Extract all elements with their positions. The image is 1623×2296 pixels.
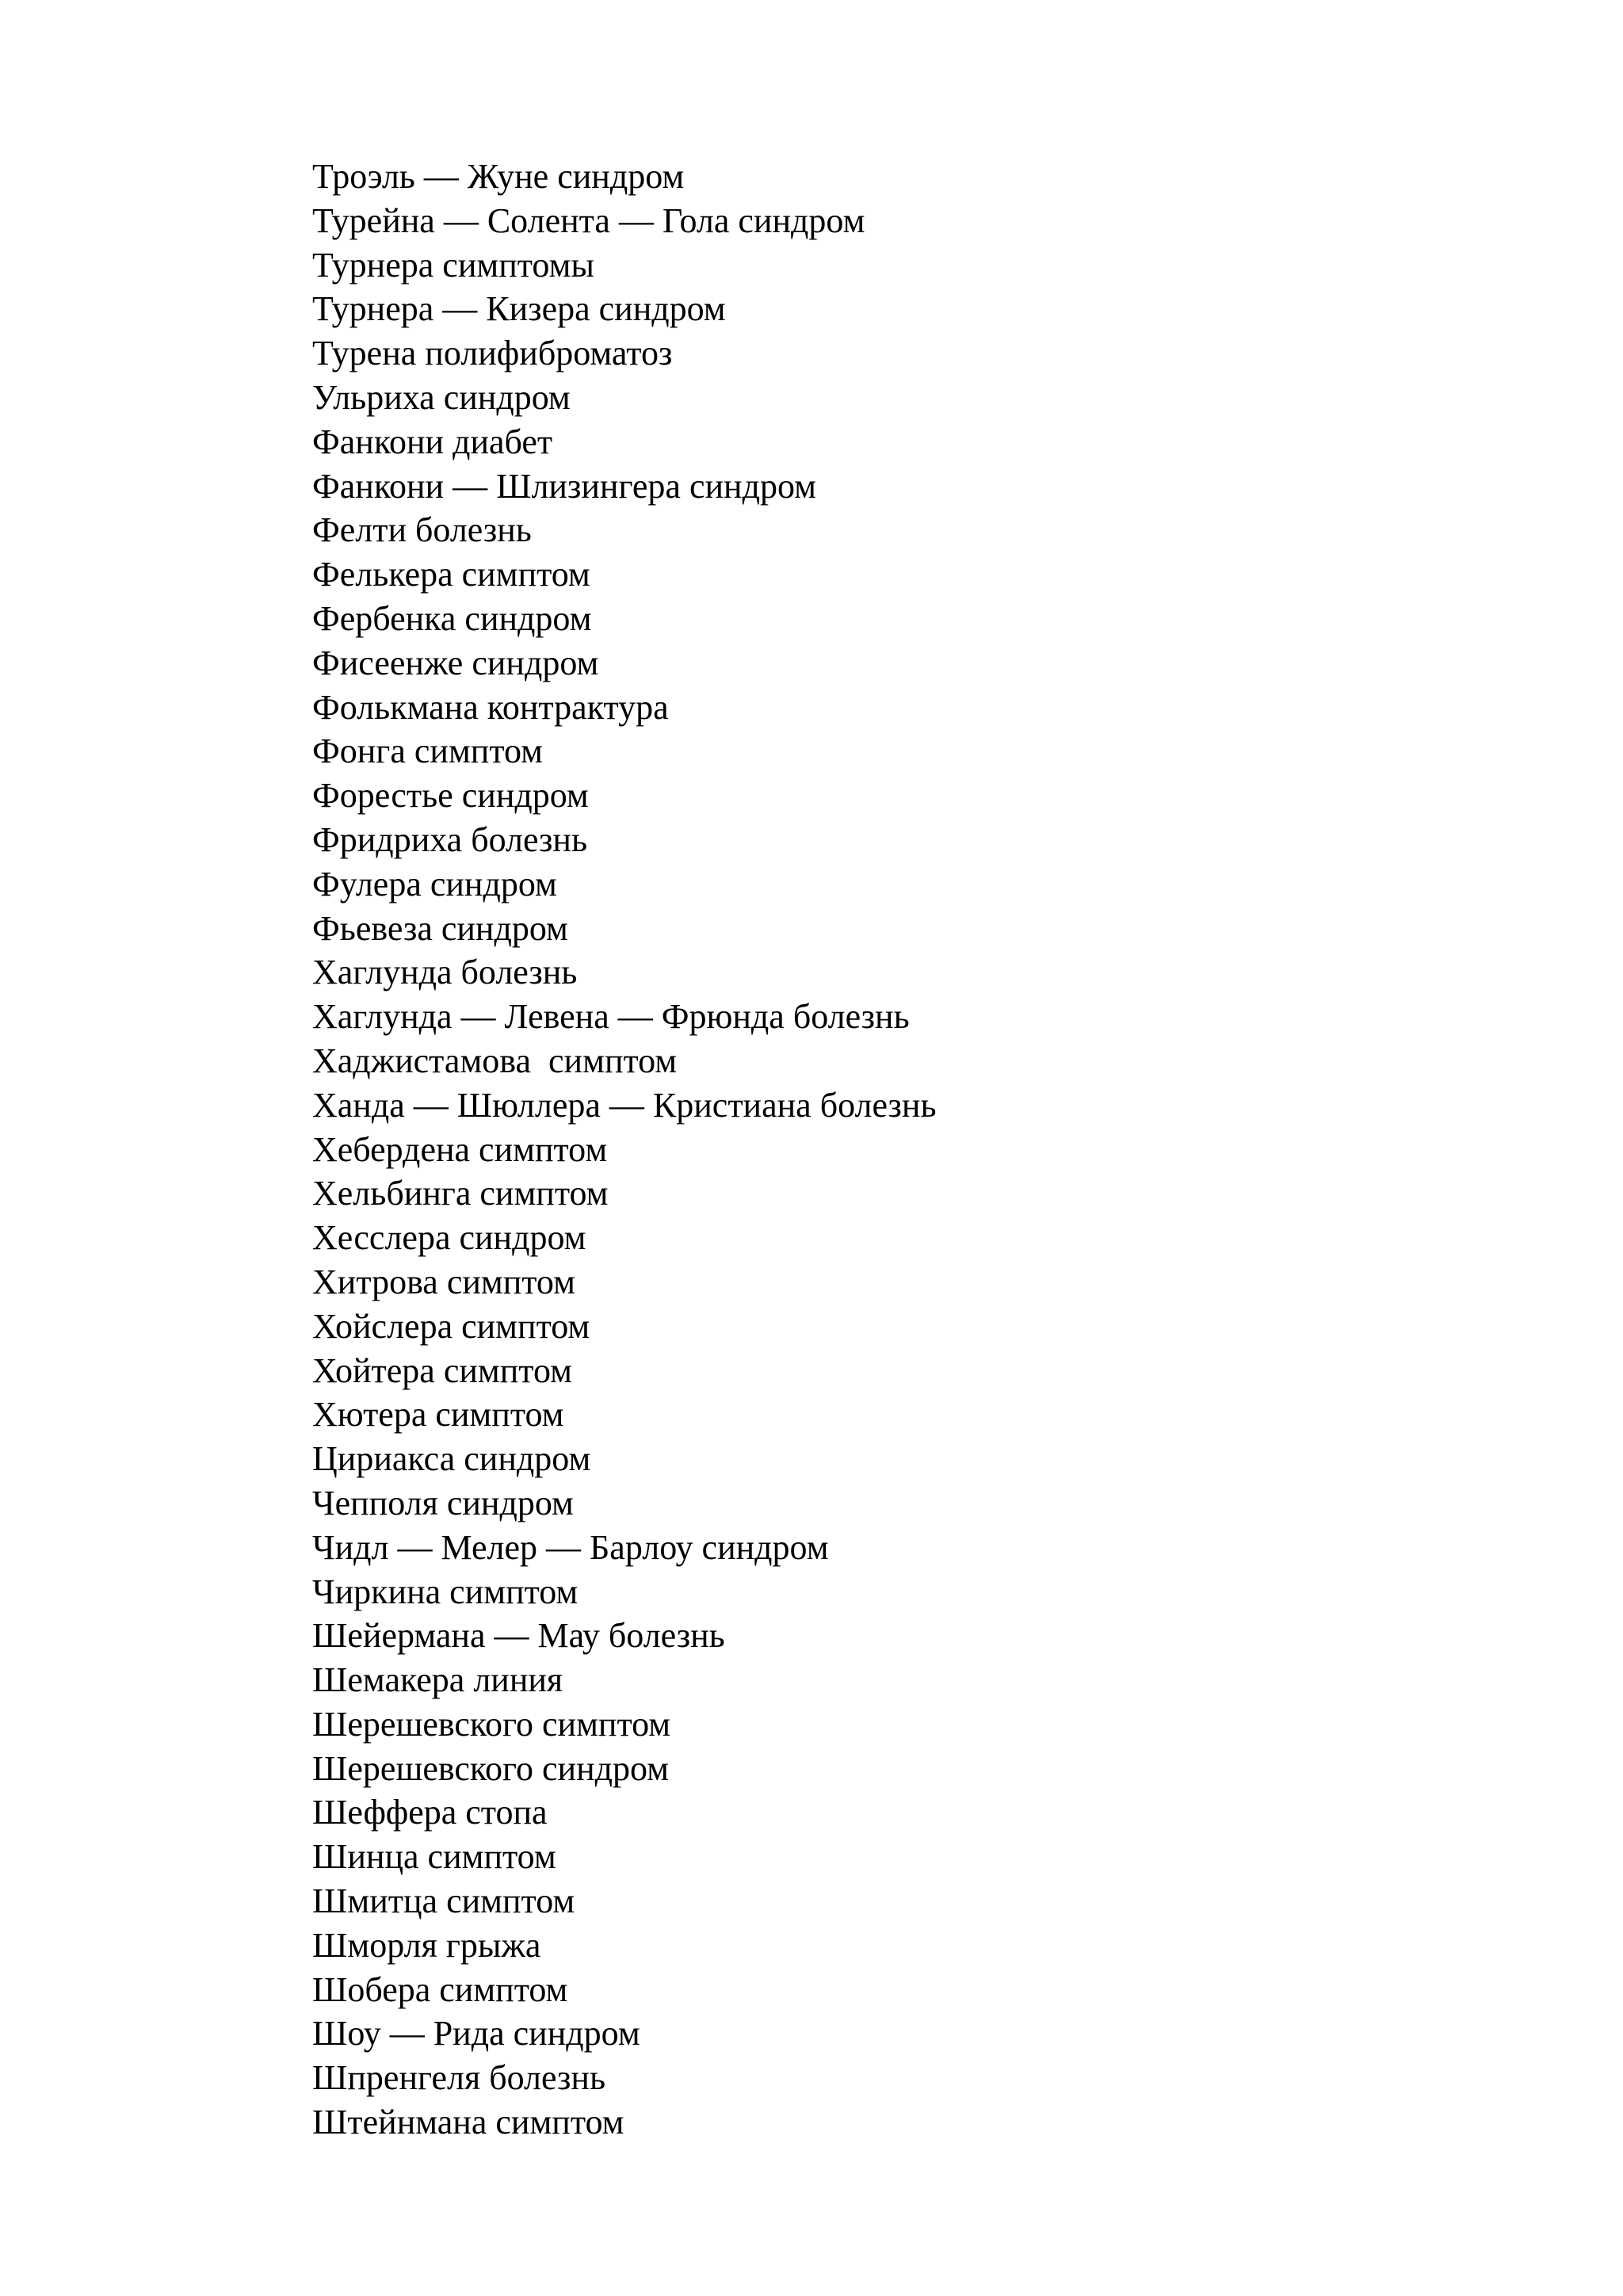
list-item: Фанкони — Шлизингера синдром — [312, 466, 816, 506]
list-item: Фелькера симптом — [312, 555, 590, 594]
list-item: Ульриха синдром — [312, 377, 571, 417]
list-item: Шерешевского синдром — [312, 1748, 670, 1788]
list-item: Шинца симптом — [312, 1837, 556, 1877]
list-item: Хаглунда — Левена — Фрюнда болезнь — [312, 997, 910, 1037]
list-item: Фулера синдром — [312, 864, 557, 904]
list-item: Фолькмана контрактура — [312, 687, 669, 727]
list-item: Троэль — Жуне синдром — [312, 157, 685, 196]
list-item: Хесслера синдром — [312, 1218, 586, 1258]
list-item: Форестье синдром — [312, 776, 589, 816]
list-item: Турена полифиброматоз — [312, 334, 673, 373]
list-item: Фьевеза синдром — [312, 908, 568, 948]
list-item: Хаглунда болезнь — [312, 953, 578, 992]
list-item: Шоу — Рида синдром — [312, 2014, 640, 2053]
list-item: Шморля грыжа — [312, 1925, 541, 1965]
list-item: Шемакера линия — [312, 1660, 563, 1700]
list-item: Фонга симптом — [312, 732, 544, 771]
list-item: Фанкони диабет — [312, 422, 553, 461]
list-item: Шобера симптом — [312, 1969, 568, 2009]
list-item: Чепполя синдром — [312, 1483, 574, 1522]
list-item: Хебердена симптом — [312, 1129, 608, 1169]
list-item: Хойслера симптом — [312, 1306, 590, 1346]
list-item: Фелти болезнь — [312, 510, 532, 550]
list-item: Цириакса синдром — [312, 1439, 591, 1479]
list-item: Хельбинга симптом — [312, 1174, 609, 1213]
list-item: Фербенка синдром — [312, 598, 592, 638]
list-item: Хойтера симптом — [312, 1350, 572, 1390]
list-item: Шеффера стопа — [312, 1793, 548, 1832]
list-item: Хаджистамова симптом — [312, 1041, 678, 1080]
list-item: Шейермана — Мау болезнь — [312, 1616, 725, 1656]
list-item: Фридриха болезнь — [312, 819, 588, 859]
list-item: Турнера — Кизера синдром — [312, 289, 726, 329]
list-item: Хютера симптом — [312, 1395, 564, 1435]
list-item: Шмитца симптом — [312, 1881, 575, 1921]
list-item: Чидл — Мелер — Барлоу синдром — [312, 1527, 829, 1567]
list-item: Шпренгеля болезнь — [312, 2058, 606, 2098]
list-item: Фисеенже синдром — [312, 643, 599, 682]
entry-list — [312, 155, 937, 2145]
list-item: Турейна — Солента — Гола синдром — [312, 201, 865, 240]
list-item: Турнера симптомы — [312, 245, 594, 285]
list-item: Ханда — Шюллера — Кристиана болезнь — [312, 1085, 937, 1125]
list-item: Штейнмана симптом — [312, 2103, 624, 2142]
list-item: Чиркина симптом — [312, 1572, 579, 1611]
list-item: Хитрова симптом — [312, 1262, 575, 1301]
list-item: Шерешевского симптом — [312, 1704, 671, 1744]
